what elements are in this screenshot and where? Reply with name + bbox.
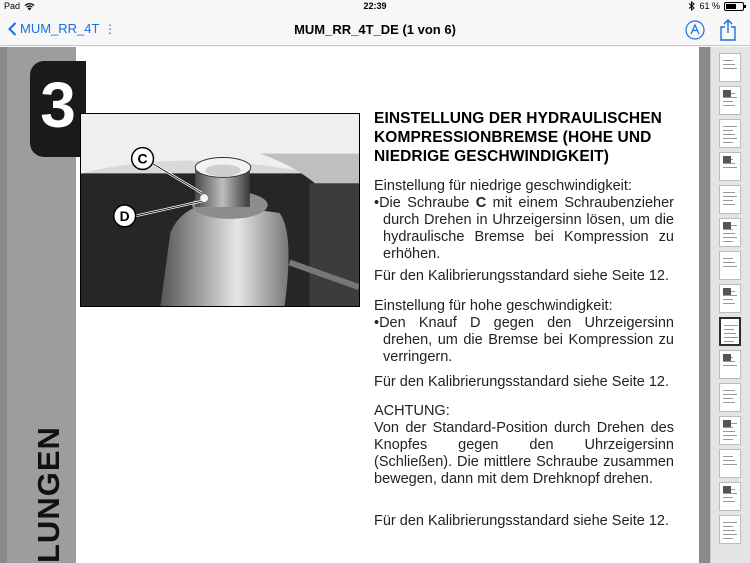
- page-thumbnail[interactable]: [719, 185, 741, 214]
- chapter-side-label: [33, 427, 73, 563]
- page-thumbnail[interactable]: [719, 119, 741, 148]
- low-speed-instruction: [374, 195, 674, 263]
- page-thumbnail[interactable]: [719, 218, 741, 247]
- page-thumbnail[interactable]: [719, 350, 741, 379]
- page-thumbnail[interactable]: [719, 152, 741, 181]
- battery-percent: 61 %: [699, 1, 720, 11]
- battery-icon: [724, 2, 744, 11]
- low-speed-title: Einstellung für niedrige geschwindigkeit:: [374, 178, 632, 194]
- page-thumbnail[interactable]: [719, 416, 741, 445]
- page-thumbnail[interactable]: [719, 515, 741, 544]
- page-thumbnail[interactable]: [719, 482, 741, 511]
- pdf-page: [7, 47, 699, 563]
- low-speed-post: mit einem Schraubenzieher durch Drehen in Uhrzeigersinn lösen, um die hydraulische Bremse bei Kompression zu erhöhen.: [383, 195, 674, 262]
- document-title: MUM_RR_4T_DE (1 von 6): [294, 22, 456, 37]
- side-label-text: LUNGEN: [31, 426, 66, 563]
- page-thumbnail[interactable]: [719, 53, 741, 82]
- page-thumbnail[interactable]: [719, 251, 741, 280]
- low-speed-pre: •Die Schraube: [374, 195, 476, 211]
- clock: 22:39: [363, 1, 387, 11]
- more-icon[interactable]: ⋮: [104, 22, 116, 36]
- battery-level: [726, 4, 736, 9]
- page-thumbnail[interactable]: [719, 317, 741, 346]
- share-icon[interactable]: [719, 19, 737, 41]
- high-speed-title: Einstellung für hohe geschwindigkeit:: [374, 298, 613, 314]
- shock-absorber-photo: [80, 113, 360, 307]
- page-thumbnail-sidebar[interactable]: [710, 47, 750, 563]
- device-name: Pad: [4, 1, 21, 11]
- label-c: C: [137, 150, 148, 167]
- low-speed-bold: C: [475, 195, 487, 211]
- page-thumbnail[interactable]: [719, 284, 741, 313]
- navigation-bar: [0, 14, 750, 46]
- page-thumbnail[interactable]: [719, 86, 741, 115]
- calibration-reference-3: Für den Kalibrierungsstandard siehe Seite 12.: [374, 513, 670, 529]
- calibration-reference-2: Für den Kalibrierungsstandard siehe Seite 12.: [374, 374, 670, 390]
- calibration-reference-1: Für den Kalibrierungsstandard siehe Seite 12.: [374, 268, 670, 284]
- document-viewer[interactable]: [0, 47, 710, 563]
- bluetooth-icon: [688, 1, 695, 11]
- chapter-number: 3: [40, 69, 76, 141]
- page-thumbnail[interactable]: [719, 449, 741, 478]
- high-speed-text: •Den Knauf D gegen den Uhrzeigersinn drehen, um die Bremse bei Kompression zu verringern.: [374, 315, 674, 365]
- section-heading: EINSTELLUNG DER HYDRAULISCHEN KOMPRESSIONBREMSE (HOHE UND NIEDRIGE GESCHWINDIGKEIT): [374, 110, 662, 165]
- high-speed-instruction: [374, 315, 674, 366]
- back-label: MUM_RR_4T: [20, 21, 100, 36]
- warning-title: ACHTUNG:: [374, 403, 450, 419]
- label-d: D: [119, 207, 130, 224]
- warning-body: Von der Standard-Position durch Drehen des Knopfes gegen den Uhrzeigersinn (Schließen). Die mittlere Schraube zusammen bewegen, dann mit dem Drehknopf drehen.: [374, 420, 674, 487]
- page-thumbnail[interactable]: [719, 383, 741, 412]
- markup-pen-icon[interactable]: [685, 20, 705, 40]
- status-bar: [0, 0, 750, 14]
